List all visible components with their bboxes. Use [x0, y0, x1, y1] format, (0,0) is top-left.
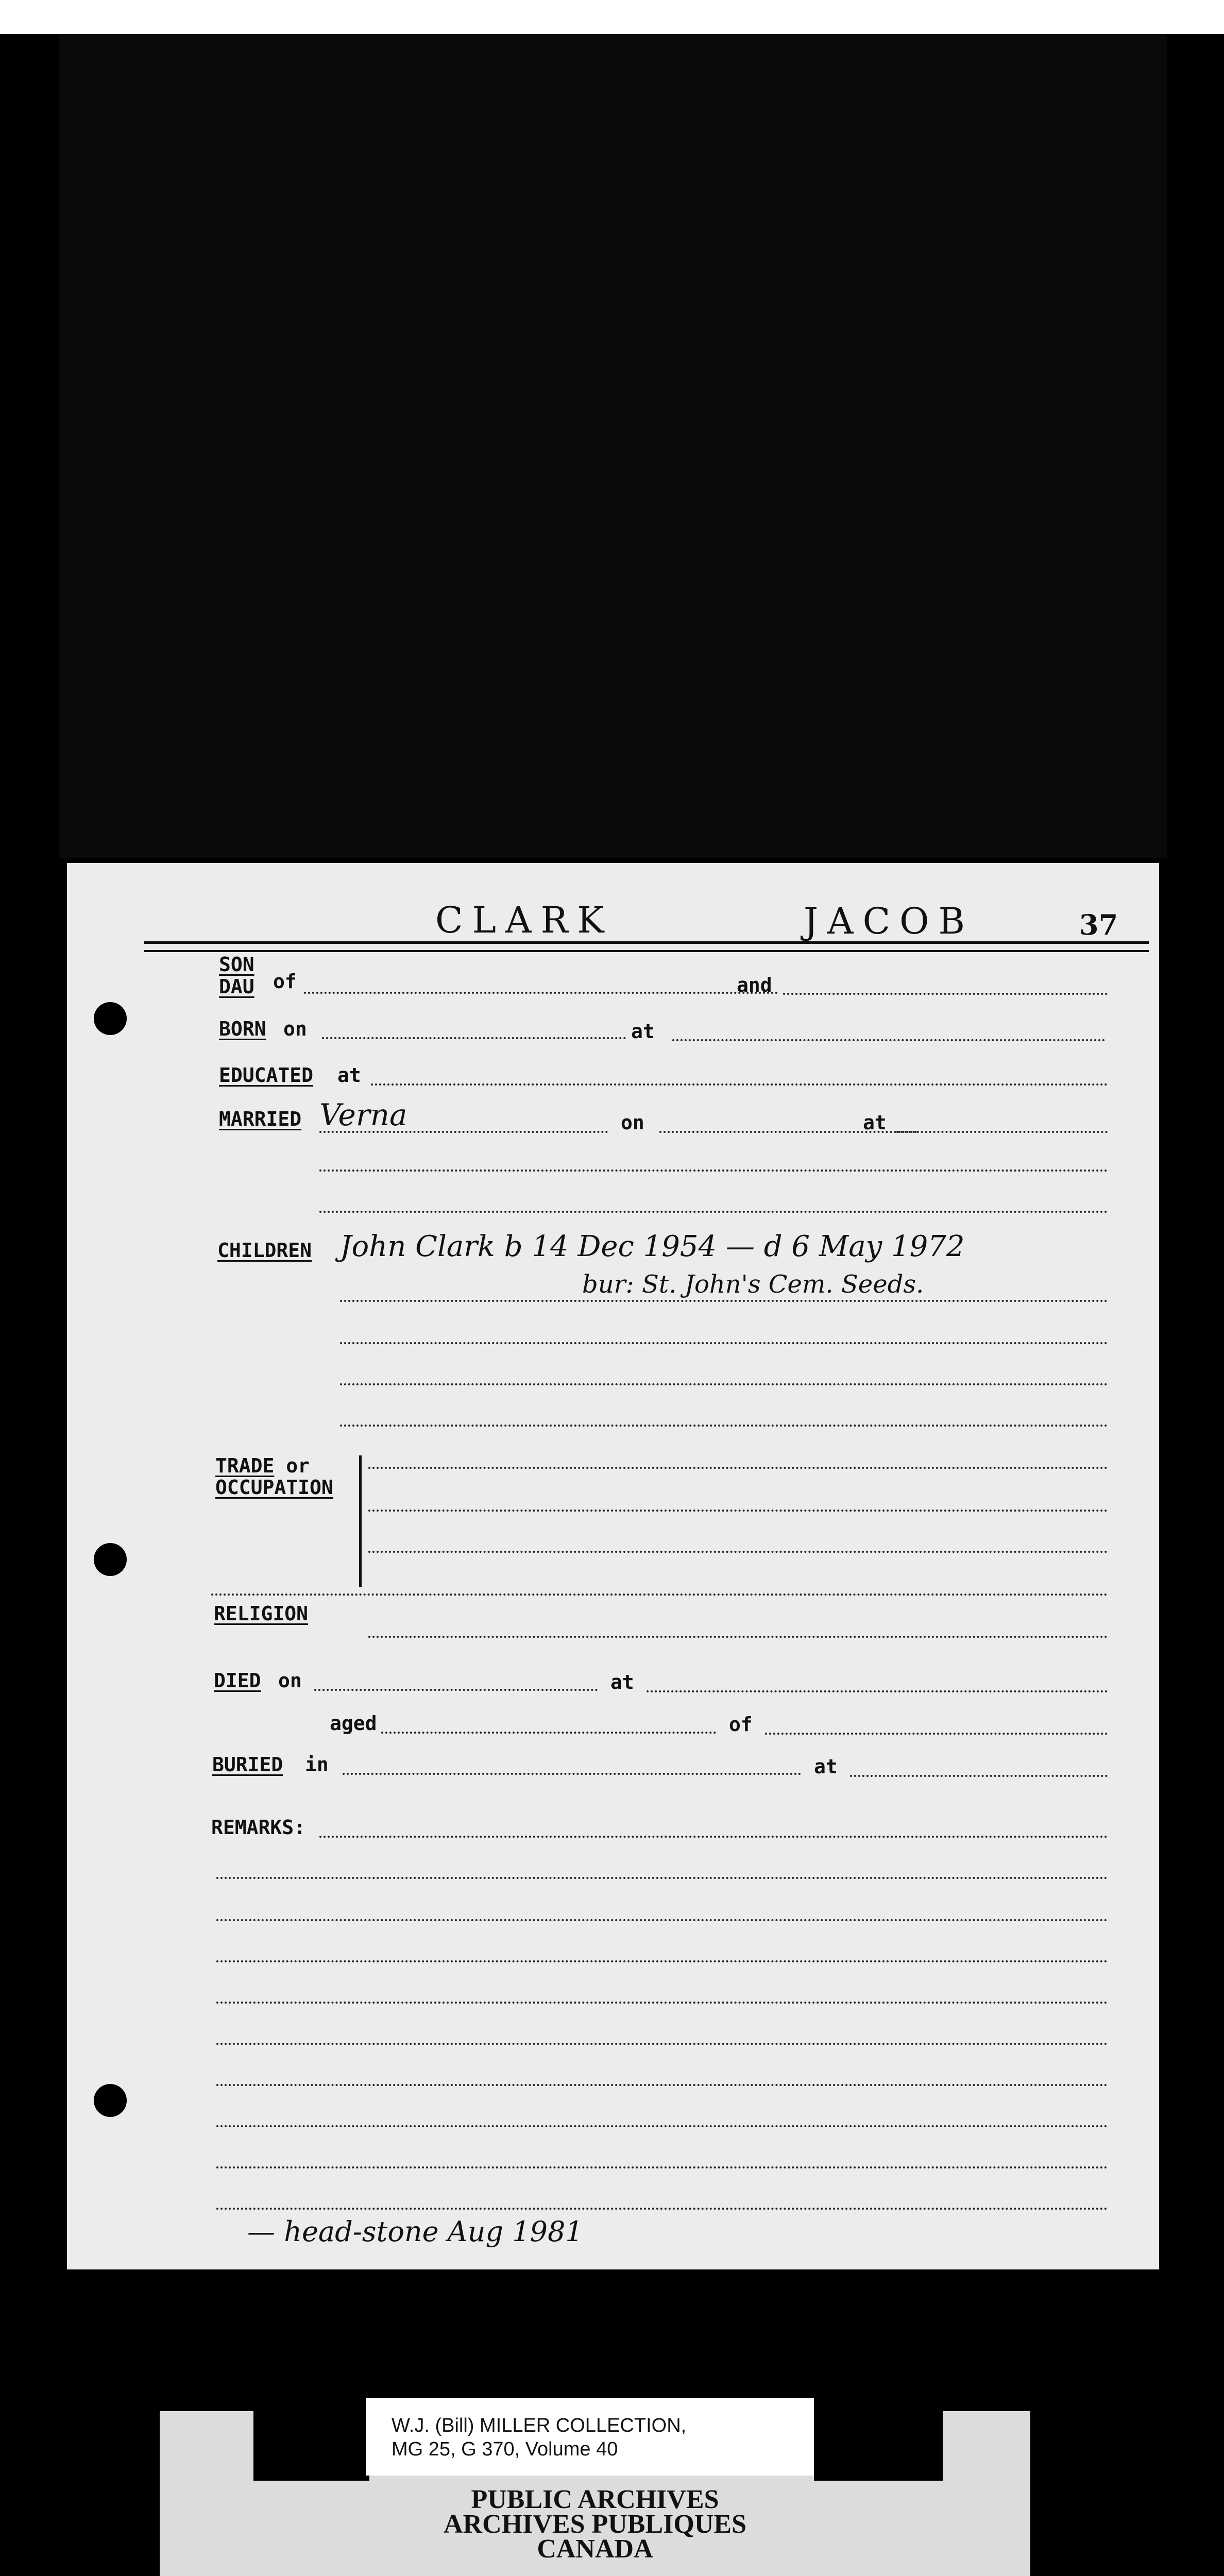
occupation-line-4 [211, 1594, 1108, 1596]
children-line-4 [340, 1425, 1108, 1427]
occupation-label: OCCUPATION [215, 1476, 333, 1499]
remarks-line-2 [216, 1877, 1108, 1879]
remarks-line-4 [216, 1960, 1108, 1962]
aged-label: aged [330, 1712, 377, 1735]
died-on-label: on [278, 1669, 302, 1692]
marriage-extra-line-2 [319, 1211, 1108, 1213]
collection-line-2: MG 25, G 370, Volume 40 [392, 2438, 618, 2460]
remarks-line-9 [216, 2166, 1108, 2168]
age-line [381, 1732, 716, 1734]
buried-label: BURIED [212, 1753, 283, 1776]
married-on-label: on [621, 1111, 644, 1134]
father-line [304, 992, 778, 994]
trade-label: TRADE or [215, 1454, 310, 1477]
education-line [371, 1083, 1108, 1086]
death-place-line [647, 1690, 1108, 1692]
died-at-label: at [610, 1671, 634, 1693]
remarks-label: REMARKS: [211, 1816, 306, 1839]
archives-country: CANADA [537, 2534, 653, 2564]
collection-reference-box [366, 2398, 814, 2476]
residence-line [765, 1733, 1108, 1735]
spouse-name: Verna [319, 1097, 407, 1132]
remarks-line-7 [216, 2084, 1108, 2086]
birth-date-line [322, 1037, 626, 1039]
headstone-note: — head-stone Aug 1981 [247, 2215, 583, 2248]
died-label: DIED [214, 1669, 261, 1692]
children-label: CHILDREN [217, 1239, 312, 1262]
born-label: BORN [219, 1018, 266, 1040]
punch-hole-middle [94, 1543, 127, 1576]
occupation-line-3 [368, 1551, 1108, 1553]
header-rule [144, 941, 1149, 952]
children-entry-2: bur: St. John's Cem. Seeds. [582, 1270, 924, 1299]
archive-label-card [160, 2411, 1030, 2576]
children-line-1 [340, 1300, 1108, 1302]
remarks-line-6 [216, 2043, 1108, 2045]
children-line-2 [340, 1342, 1108, 1344]
marriage-place-line [896, 1131, 1108, 1133]
scan-blank-area [59, 34, 1167, 858]
children-entry-1: John Clark b 14 Dec 1954 — d 6 May 1972 [340, 1230, 965, 1263]
marriage-extra-line-1 [319, 1170, 1108, 1172]
buried-in-label: in [305, 1753, 329, 1776]
scan-top-margin [0, 0, 1224, 34]
dau-label: DAU [219, 975, 254, 998]
death-date-line [314, 1689, 598, 1691]
collection-line-1: W.J. (Bill) MILLER COLLECTION, [392, 2415, 687, 2436]
married-at-label: at [863, 1111, 887, 1134]
occupation-bracket [359, 1455, 362, 1587]
surname: CLARK [435, 899, 614, 941]
archives-english: PUBLIC ARCHIVES [471, 2485, 719, 2514]
punch-hole-top [94, 1002, 127, 1035]
and-label: and [737, 974, 772, 996]
label-notch-right [814, 2411, 943, 2481]
mother-line [783, 993, 1108, 995]
page-number: 37 [1079, 908, 1118, 941]
archives-french: ARCHIVES PUBLIQUES [443, 2510, 747, 2539]
of-residence-label: of [729, 1713, 753, 1736]
punch-hole-bottom [94, 2084, 127, 2117]
religion-line [368, 1636, 1108, 1638]
of-label: of [273, 970, 297, 993]
born-at-label: at [631, 1020, 655, 1043]
born-on-label: on [283, 1018, 307, 1040]
son-label: SON [219, 953, 254, 976]
burial-place-line [343, 1773, 801, 1775]
married-label: MARRIED [219, 1108, 302, 1130]
given-name: JACOB [804, 900, 975, 942]
remarks-line-8 [216, 2125, 1108, 2127]
children-line-3 [340, 1383, 1108, 1385]
label-notch-left [253, 2411, 369, 2481]
remarks-line-1 [319, 1836, 1108, 1838]
remarks-line-5 [216, 2002, 1108, 2004]
remarks-line-10 [216, 2208, 1108, 2210]
educated-label: EDUCATED [219, 1064, 314, 1087]
occupation-line-1 [368, 1467, 1108, 1469]
buried-at-label: at [814, 1755, 838, 1778]
religion-label: RELIGION [214, 1602, 309, 1625]
birth-place-line [672, 1039, 1105, 1041]
genealogy-record-card [67, 863, 1159, 2269]
remarks-line-3 [216, 1919, 1108, 1921]
occupation-line-2 [368, 1510, 1108, 1512]
educated-at-label: at [337, 1064, 361, 1087]
spouse-line [319, 1131, 608, 1133]
burial-location-line [850, 1775, 1108, 1777]
